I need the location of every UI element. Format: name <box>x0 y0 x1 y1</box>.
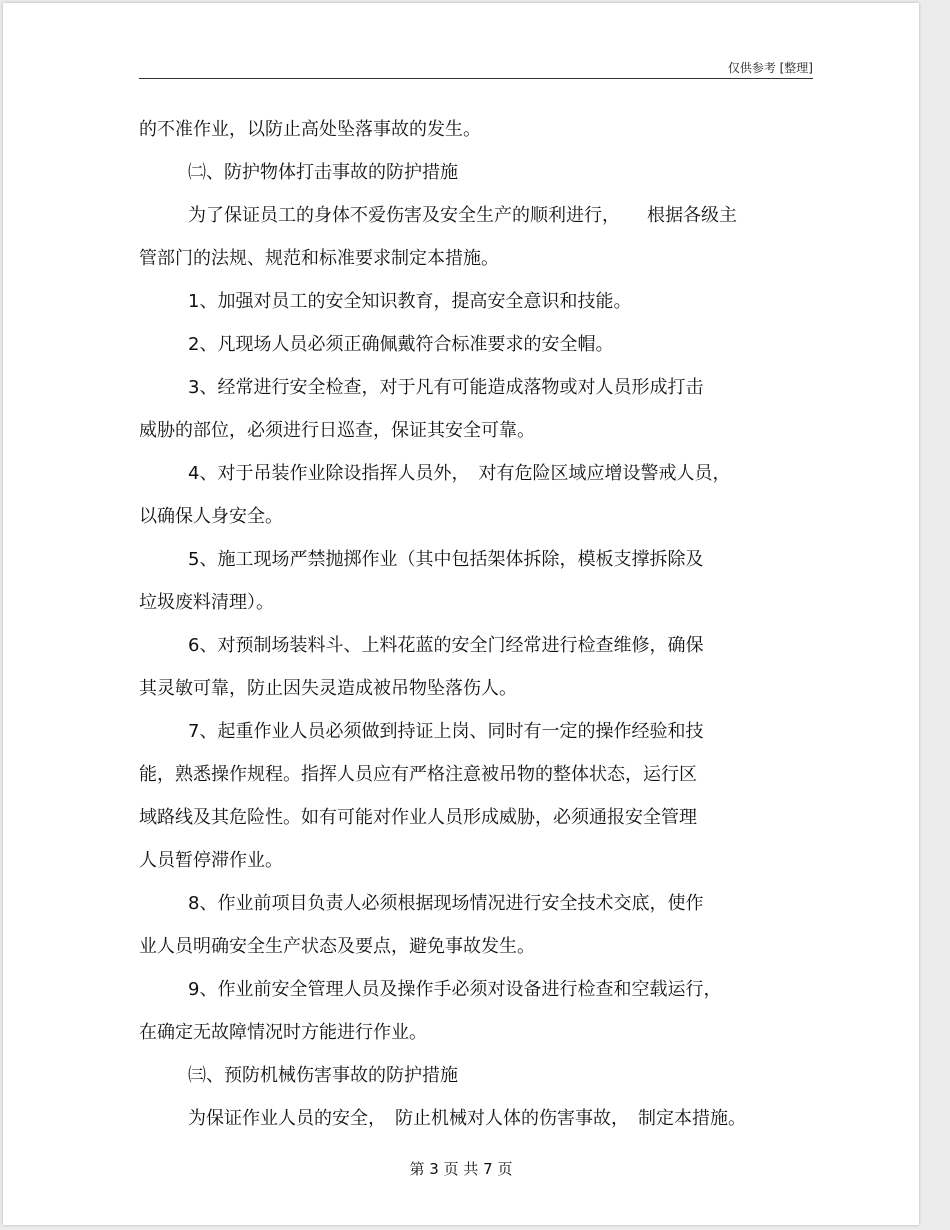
page-header: 仅供参考 [整理] <box>727 61 813 75</box>
list-item: 9、作业前安全管理人员及操作手必须对设备进行检查和空载运行， <box>188 979 722 1000</box>
section-heading: ㈢、预防机械伤害事故的防护措施 <box>188 1065 458 1086</box>
list-item: 2、凡现场人员必须正确佩戴符合标准要求的安全帽。 <box>188 334 614 355</box>
text-line: 为保证作业人员的安全， 防止机械对人体的伤害事故， 制定本措施。 <box>188 1108 746 1129</box>
list-item: 3、经常进行安全检查，对于凡有可能造成落物或对人员形成打击 <box>188 377 704 398</box>
text-line: 在确定无故障情况时方能进行作业。 <box>139 1022 427 1043</box>
text-line: 人员暂停滞作业。 <box>139 850 283 871</box>
text-line: 以确保人身安全。 <box>139 506 283 527</box>
text-line: 垃圾废料清理）。 <box>139 592 274 613</box>
text-line: 业人员明确安全生产状态及要点，避免事故发生。 <box>139 936 535 957</box>
section-heading: ㈡、防护物体打击事故的防护措施 <box>188 162 458 183</box>
list-item: 5、施工现场严禁抛掷作业（其中包括架体拆除，模板支撑拆除及 <box>188 549 704 570</box>
document-page <box>3 3 919 1225</box>
text-line: 管部门的法规、规范和标准要求制定本措施。 <box>139 248 499 269</box>
list-item: 1、加强对员工的安全知识教育，提高安全意识和技能。 <box>188 291 632 312</box>
list-item: 4、对于吊装作业除设指挥人员外， 对有危险区域应增设警戒人员， <box>188 463 731 484</box>
text-line: 能，熟悉操作规程。指挥人员应有严格注意被吊物的整体状态，运行区 <box>139 764 697 785</box>
page-number-footer: 第 3 页 共 7 页 <box>409 1160 513 1178</box>
text-line: 的不准作业，以防止高处坠落事故的发生。 <box>139 119 481 140</box>
list-item: 8、作业前项目负责人必须根据现场情况进行安全技术交底，使作 <box>188 893 704 914</box>
list-item: 7、起重作业人员必须做到持证上岗、同时有一定的操作经验和技 <box>188 721 704 742</box>
text-line: 威胁的部位，必须进行日巡查，保证其安全可靠。 <box>139 420 535 441</box>
header-rule <box>139 78 813 79</box>
text-line: 其灵敏可靠，防止因失灵造成被吊物坠落伤人。 <box>139 678 517 699</box>
text-line: 域路线及其危险性。如有可能对作业人员形成威胁，必须通报安全管理 <box>139 807 697 828</box>
text-line: 为了保证员工的身体不爱伤害及安全生产的顺利进行， 根据各级主 <box>188 205 737 226</box>
list-item: 6、对预制场装料斗、上料花蓝的安全门经常进行检查维修，确保 <box>188 635 704 656</box>
